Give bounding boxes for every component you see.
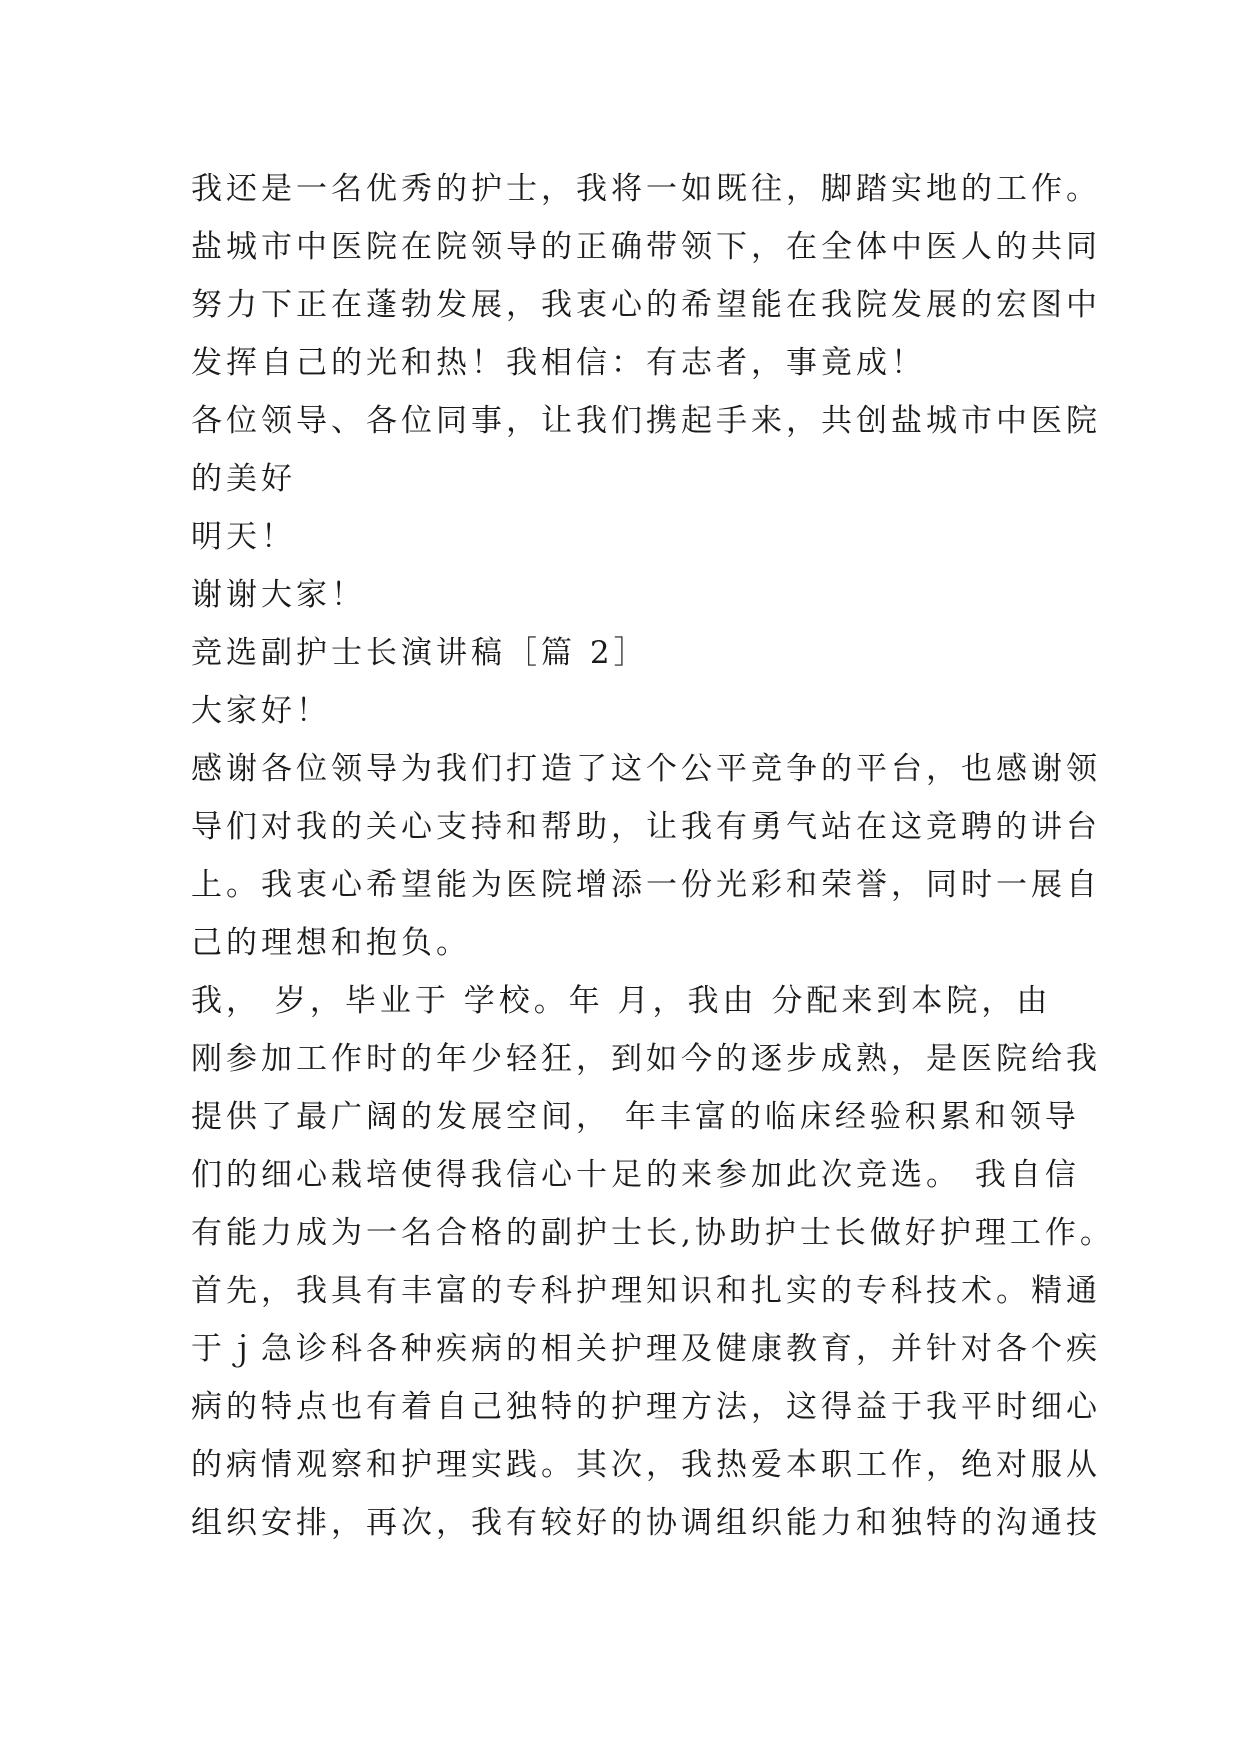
text-line: 们的细心栽培使得我信心十足的来参加此次竞选。 我自信: [191, 1157, 1080, 1193]
text-line: 组织安排，再次，我有较好的协调组织能力和独特的沟通技: [191, 1505, 1101, 1541]
text-line: 刚参加工作时的年少轻狂，到如今的逐步成熟，是医院给我: [191, 1041, 1101, 1077]
text-line: 的美好: [191, 461, 296, 497]
section-heading: 竞选副护士长演讲稿［篇 2］: [191, 635, 649, 671]
text-line: 的病情观察和护理实践。其次，我热爱本职工作，绝对服从: [191, 1447, 1101, 1483]
text-line: 我， 岁，毕业于 学校。年 月，我由 分配来到本院，由: [191, 983, 1052, 1019]
text-line: 各位领导、各位同事，让我们携起手来，共创盐城市中医院: [191, 403, 1101, 439]
text-line: 感谢各位领导为我们打造了这个公平竞争的平台，也感谢领: [191, 751, 1101, 787]
text-line: 于ｊ急诊科各种疾病的相关护理及健康教育，并针对各个疾: [191, 1331, 1101, 1367]
text-line: 发挥自己的光和热！我相信：有志者，事竟成！: [191, 345, 926, 381]
document-body: [191, 160, 1115, 1552]
text-line: 导们对我的关心支持和帮助，让我有勇气站在这竞聘的讲台: [191, 809, 1101, 845]
text-line: 病的特点也有着自己独特的护理方法，这得益于我平时细心: [191, 1389, 1101, 1425]
text-line: 明天！: [191, 519, 296, 555]
text-line: 己的理想和抱负。: [191, 925, 471, 961]
greeting: 大家好！: [191, 693, 331, 729]
text-line: 有能力成为一名合格的副护士长,协助护士长做好护理工作。: [191, 1215, 1115, 1251]
text-line: 提供了最广阔的发展空间， 年丰富的临床经验积累和领导: [191, 1099, 1080, 1135]
text-line: 我还是一名优秀的护士，我将一如既往，脚踏实地的工作。: [191, 171, 1101, 207]
text-line: 努力下正在蓬勃发展，我衷心的希望能在我院发展的宏图中: [191, 287, 1101, 323]
text-line: 上。我衷心希望能为医院增添一份光彩和荣誉，同时一展自: [191, 867, 1101, 903]
text-line: 首先，我具有丰富的专科护理知识和扎实的专科技术。精通: [191, 1273, 1101, 1309]
text-line: 盐城市中医院在院领导的正确带领下，在全体中医人的共同: [191, 229, 1101, 265]
text-line: 谢谢大家！: [191, 577, 366, 613]
